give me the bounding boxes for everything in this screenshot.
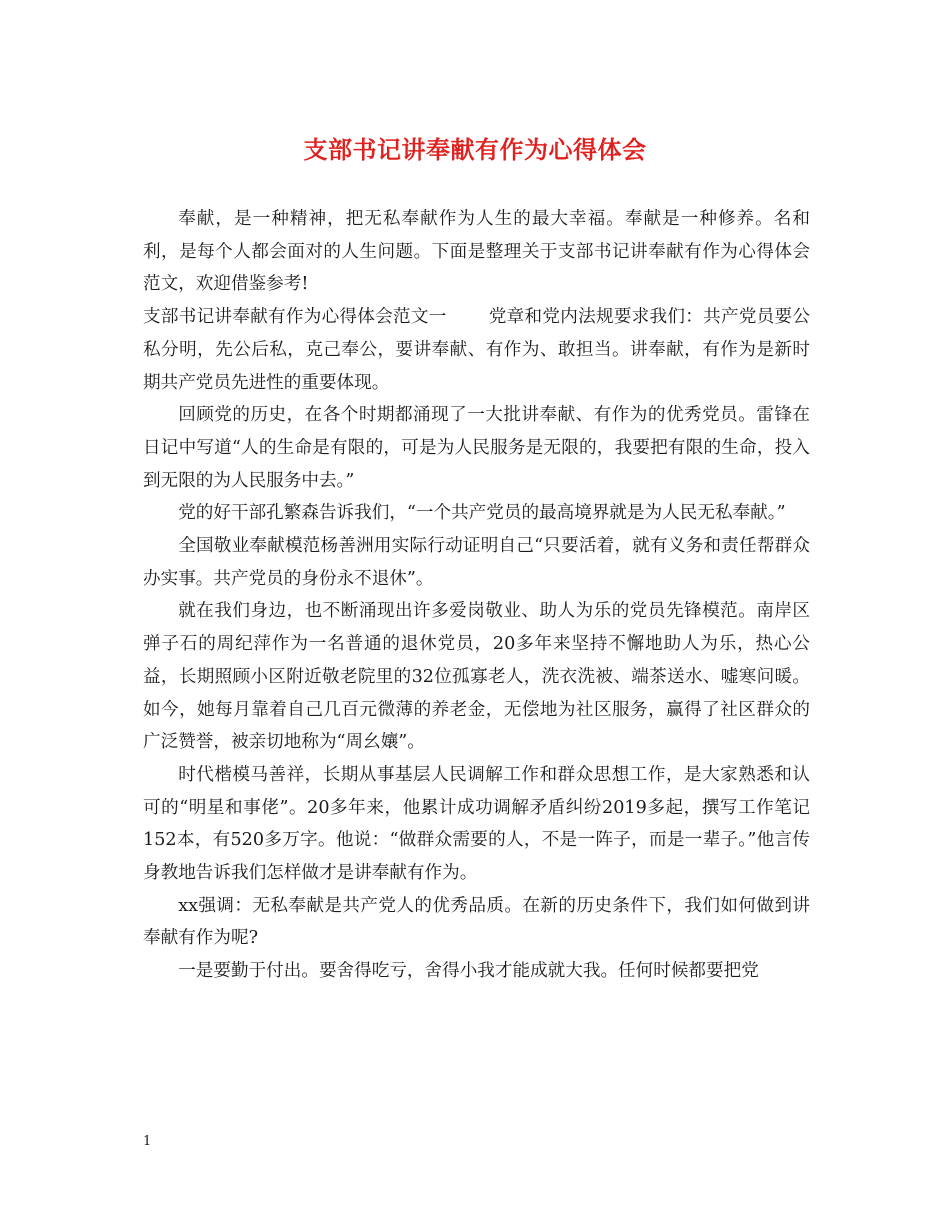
paragraph-yang-shanzhou: 全国敬业奉献模范杨善洲用实际行动证明自己“只要活着，就有义务和责任帮群众办实事。共产党员的身份永不退休”。 (143, 536, 810, 589)
document-title: 支部书记讲奉献有作为心得体会 (303, 135, 647, 164)
page-number: 1 (143, 1134, 152, 1149)
paragraph-party-rules: 党章和党内法规要求我们：共产党员要公私分明，先公后私，克己奉公，要讲奉献、有作为、敢担当。讲奉献，有作为是新时期共产党员先进性的重要体现。 (143, 307, 810, 393)
paragraph-kong-fansen: 党的好干部孔繁森告诉我们，“一个共产党员的最高境界就是为人民无私奉献。” (178, 503, 786, 524)
paragraph-emphasis: xx强调：无私奉献是共产党人的优秀品质。在新的历史条件下，我们如何做到讲奉献有作为呢? (143, 895, 810, 949)
paragraph-intro: 奉献，是一种精神，把无私奉献作为人生的最大幸福。奉献是一种修养。名和利，是每个人都会面对的人生问题。下面是整理关于支部书记讲奉献有作为心得体会范文，欢迎借鉴参考! (143, 209, 810, 295)
paragraph-ma-shanxiang: 时代楷模马善祥，长期从事基层人民调解工作和群众思想工作，是大家熟悉和认可的“明星和事佬”。20多年来，他累计成功调解矛盾纠纷2019多起，撰写工作笔记152本，有520多万字。他说：“做群众需要的人，不是一阵子，而是一辈子。”他言传身教地告诉我们怎样做才是讲奉献有作为。 (143, 764, 810, 884)
document-body (143, 203, 810, 988)
paragraph-zhou-jiping: 就在我们身边，也不断涌现出许多爱岗敬业、助人为乐的党员先锋模范。南岸区弹子石的周纪萍作为一名普通的退休党员，20多年来坚持不懈地助人为乐，热心公益，长期照顾小区附近敬老院里的32位孤寡老人，洗衣洗被、端茶送水、嘘寒问暖。如今，她每月靠着自己几百元微薄的养老金，无偿地为社区服务，赢得了社区群众的广泛赞誉，被亲切地称为“周幺孃”。 (143, 601, 810, 753)
paragraph-point-one: 一是要勤于付出。要舍得吃亏，舍得小我才能成就大我。任何时候都要把党 (178, 961, 759, 982)
section-heading: 支部书记讲奉献有作为心得体会范文一 (143, 307, 447, 328)
section-heading-line (143, 301, 810, 399)
paragraph-history: 回顾党的历史，在各个时期都涌现了一大批讲奉献、有作为的优秀党员。雷锋在日记中写道“人的生命是有限的，可是为人民服务是无限的，我要把有限的生命，投入到无限的为人民服务中去。” (143, 405, 810, 491)
